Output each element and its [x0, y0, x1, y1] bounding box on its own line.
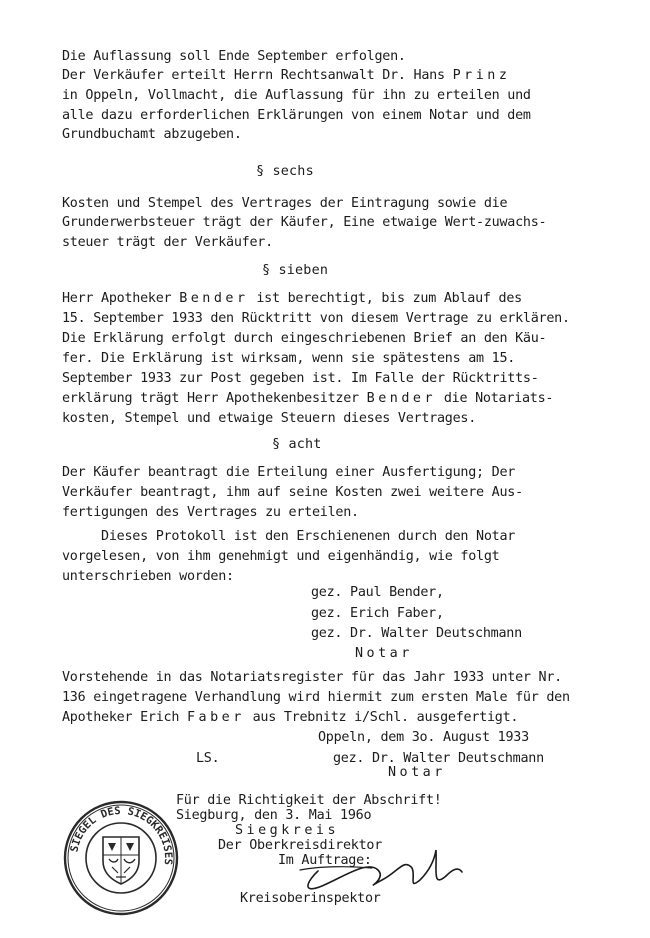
section-heading-sechs: § sechs [256, 164, 314, 179]
spaced-name-bender: Bender [366, 391, 437, 406]
body-line: Der Käufer beantragt die Erteilung einer Ausfertigung; Der [62, 465, 516, 480]
body-line: unterschrieben worden: [62, 569, 234, 584]
certification-line: Für die Richtigkeit der Abschrift! [176, 793, 442, 808]
body-line: erklärung trägt Herr Apothekenbesitzer Bender die Notariats- [62, 391, 554, 406]
section-heading-acht: § acht [272, 437, 322, 452]
body-line: Dieses Protokoll ist den Erschienenen durch den Notar [62, 529, 516, 544]
certification-kreis: Siegkreis [235, 823, 340, 838]
body-line: alle dazu erforderlichen Erklärungen von einem Notar und dem [62, 108, 531, 123]
ls-mark: LS. [196, 751, 220, 766]
body-line: fer. Die Erklärung ist wirksam, wenn sie spätestens am 15. [62, 351, 516, 366]
body-line: fertigungen des Vertrages zu erteilen. [62, 505, 359, 520]
body-line: Die Erklärung erfolgt durch eingeschriebenen Brief an den Käu- [62, 331, 547, 346]
body-line: Grundbuchamt abzugeben. [62, 127, 242, 142]
body-line: vorgelesen, von ihm genehmigt und eigenhändig, wie folgt [62, 549, 500, 564]
official-seal [60, 797, 182, 919]
spaced-name-prinz: Prinz [452, 68, 511, 83]
body-line: 136 eingetragene Verhandlung wird hiermit zum ersten Male für den [62, 690, 570, 705]
certification-office: Der Oberkreisdirektor [218, 838, 383, 853]
body-line: steuer trägt der Verkäufer. [62, 235, 273, 250]
body-line: Verkäufer beantragt, ihm auf seine Kosten zwei weitere Aus- [62, 485, 523, 500]
spaced-name-bender: Bender [179, 291, 249, 306]
signature-line: gez. Erich Faber, [311, 606, 444, 621]
body-line: Grunderwerbsteuer trägt der Käufer, Eine etwaige Wert-zuwachs- [62, 215, 547, 230]
notar-title: Notar [388, 765, 446, 780]
body-line: Kosten und Stempel des Vertrages der Eintragung sowie die [62, 196, 508, 211]
body-line: Vorstehende in das Notariatsregister für das Jahr 1933 unter Nr. [62, 670, 562, 685]
body-line: September 1933 zur Post gegeben ist. Im Falle der Rücktritts- [62, 371, 539, 386]
place-date: Oppeln, dem 3o. August 1933 [318, 730, 529, 745]
body-line: Der Verkäufer erteilt Herrn Rechtsanwalt Dr. Hans Prinz [62, 68, 511, 83]
signature-line: gez. Paul Bender, [311, 585, 444, 600]
section-heading-sieben: § sieben [262, 263, 329, 278]
certification-title: Kreisoberinspektor [240, 891, 381, 906]
body-line: Herr Apotheker Bender ist berechtigt, bis zum Ablauf des [62, 291, 522, 306]
seal-text: SIEGEL DES SIEGKREISES [68, 804, 175, 866]
body-line: kosten, Stempel und etwaige Steuern dieses Vertrages. [62, 411, 477, 426]
body-line: Die Auflassung soll Ende September erfolgen. [62, 49, 406, 64]
signature-line: gez. Dr. Walter Deutschmann [311, 626, 522, 641]
certification-line: Siegburg, den 3. Mai 196o [176, 808, 372, 823]
body-line: 15. September 1933 den Rücktritt von diesem Vertrage zu erklären. [62, 311, 570, 326]
coat-of-arms-icon [103, 837, 139, 884]
signature-line: gez. Dr. Walter Deutschmann [333, 751, 544, 766]
spaced-name-faber: Faber [187, 710, 245, 725]
certification-auftrage: Im Auftrage: [278, 853, 372, 868]
body-line: Apotheker Erich Faber aus Trebnitz i/Schl. ausgefertigt. [62, 710, 519, 725]
body-line: in Oppeln, Vollmacht, die Auflassung für ihn zu erteilen und [62, 88, 531, 103]
notar-title: Notar [355, 646, 413, 661]
